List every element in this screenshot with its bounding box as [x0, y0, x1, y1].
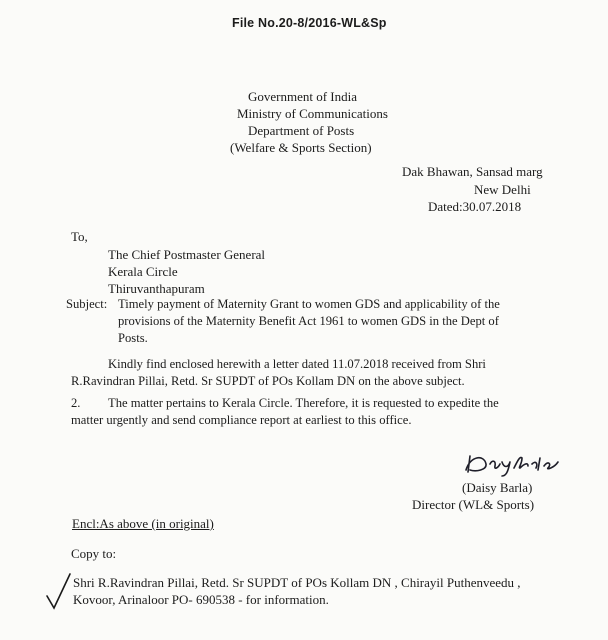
- signatory-name: (Daisy Barla): [462, 480, 533, 495]
- header-ministry: Ministry of Communications: [237, 106, 388, 121]
- subject-label: Subject:: [66, 297, 108, 311]
- address-line-1: Dak Bhawan, Sansad marg: [402, 164, 543, 179]
- to-line-1: The Chief Postmaster General: [108, 247, 266, 262]
- header-department: Department of Posts: [248, 123, 355, 138]
- to-label: To,: [71, 229, 88, 244]
- header-govt: Government of India: [248, 89, 358, 104]
- to-line-2: Kerala Circle: [108, 264, 178, 279]
- signatory-designation: Director (WL& Sports): [412, 497, 535, 512]
- date-value: 30.07.2018: [462, 199, 522, 214]
- copy-to-label: Copy to:: [71, 546, 117, 561]
- para2-line-2: matter urgently and send compliance report at earliest to this office.: [71, 413, 412, 427]
- para1-line-1: Kindly find enclosed herewith a letter dated 11.07.2018 received from Shri: [108, 357, 486, 371]
- para2-line-1: The matter pertains to Kerala Circle. Therefore, it is requested to expedite the: [108, 396, 499, 410]
- file-number: File No.20-8/2016-WL&Sp: [232, 16, 387, 30]
- copy-to-line-1: Shri R.Ravindran Pillai, Retd. Sr SUPDT of POs Kollam DN , Chirayil Puthenveedu ,: [73, 575, 521, 590]
- to-line-3: Thiruvanthapuram: [108, 281, 205, 296]
- address-line-2: New Delhi: [474, 182, 531, 197]
- subject-line-3: Posts.: [118, 331, 148, 345]
- para2-number: 2.: [71, 396, 81, 410]
- checkmark-icon: [44, 572, 74, 612]
- enclosure-note: Encl:As above (in original): [72, 516, 214, 531]
- signature-image: [462, 446, 572, 478]
- subject-line-2: provisions of the Maternity Benefit Act 1961 to women GDS in the Dept of: [118, 314, 499, 328]
- date-label: Dated:: [428, 199, 463, 214]
- header-section: (Welfare & Sports Section): [230, 140, 372, 155]
- subject-line-1: Timely payment of Maternity Grant to women GDS and applicability of the: [118, 297, 500, 311]
- para1-line-2: R.Ravindran Pillai, Retd. Sr SUPDT of POs Kollam DN on the above subject.: [71, 374, 465, 388]
- copy-to-line-2: Kovoor, Arinaloor PO- 690538 - for information.: [73, 592, 329, 607]
- date-line: [428, 198, 521, 216]
